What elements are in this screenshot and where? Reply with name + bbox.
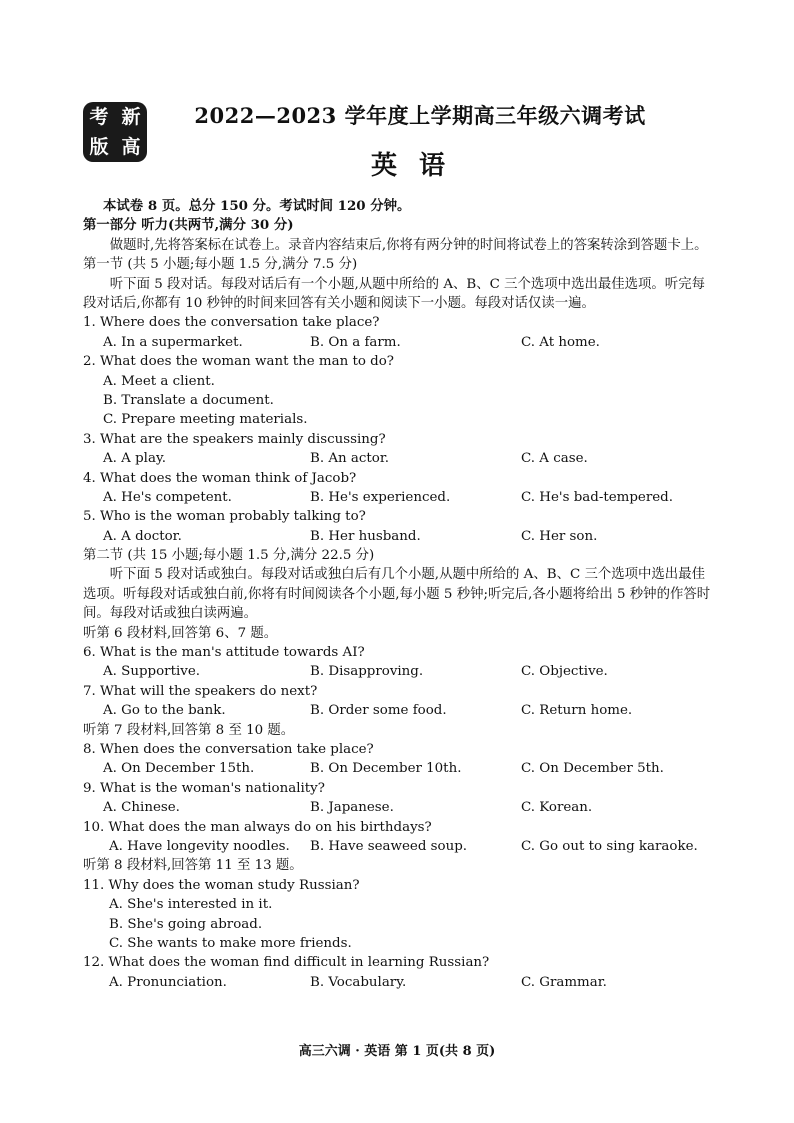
section2-instructions: 听下面 5 段对话或独白。每段对话或独白后有几个小题,从题中所给的 A、B、C 三个选项中选出最佳选项。听每段对话或独白前,你将有时间阅读各个小题,每小题 5 秒钟;听完后,各小题将给出 5 秒钟的作答时间。每段对话或独白读两遍。 <box>83 567 711 622</box>
option-c: C. Prepare meeting materials. <box>103 412 308 428</box>
option-row <box>83 837 717 856</box>
option-a: A. Supportive. <box>103 664 200 680</box>
option-a: A. On December 15th. <box>103 761 255 777</box>
part1-heading: 第一部分 听力(共两节,满分 30 分) <box>83 217 294 234</box>
material-note: 听第 8 段材料,回答第 11 至 13 题。 <box>83 858 303 874</box>
option-a: A. Pronunciation. <box>109 974 227 990</box>
option-b: B. Translate a document. <box>103 392 274 408</box>
option-c: C. A case. <box>521 451 588 467</box>
question-stem: 11. Why does the woman study Russian? <box>83 877 360 893</box>
question-stem: 9. What is the woman's nationality? <box>83 780 325 796</box>
question-stem: 10. What does the man always do on his birthdays? <box>83 819 432 835</box>
question-stem: 6. What is the man's attitude towards AI? <box>83 645 365 661</box>
option-row <box>83 973 717 992</box>
question-stem: 12. What does the woman find difficult in learning Russian? <box>83 955 490 971</box>
part1-instructions: 做题时,先将答案标在试卷上。录音内容结束后,你将有两分钟的时间将试卷上的答案转涂到答题卡上。 <box>109 237 708 253</box>
section1-instructions: 听下面 5 段对话。每段对话后有一个小题,从题中所给的 A、B、C 三个选项中选出最佳选项。听完每段对话后,你都有 10 秒钟的时间来回答有关小题和阅读下一小题。每段对话仅读一遍。 <box>83 276 705 311</box>
option-a: A. A play. <box>103 451 166 467</box>
logo-char: 高 <box>121 135 141 158</box>
logo-char: 新 <box>121 105 141 128</box>
option-c: C. At home. <box>521 334 600 350</box>
question-stem: 3. What are the speakers mainly discussing? <box>83 431 386 447</box>
option-b: B. On December 10th. <box>310 761 462 777</box>
option-c: C. She wants to make more friends. <box>109 935 352 951</box>
logo-char: 考 <box>89 105 109 128</box>
exam-title: 2022—2023 学年度上学期高三年级六调考试 <box>194 103 646 128</box>
option-b: B. On a farm. <box>310 334 401 350</box>
option-row <box>83 662 717 681</box>
question-stem: 7. What will the speakers do next? <box>83 683 318 699</box>
section1-heading: 第一节 (共 5 小题;每小题 1.5 分,满分 7.5 分) <box>83 257 358 273</box>
question-stem: 4. What does the woman think of Jacob? <box>83 470 357 486</box>
option-b: B. Vocabulary. <box>310 974 407 990</box>
material-note: 听第 7 段材料,回答第 8 至 10 题。 <box>83 722 295 738</box>
option-c: C. Grammar. <box>521 974 607 990</box>
option-c: C. Objective. <box>521 664 608 680</box>
option-b: B. Order some food. <box>310 703 447 719</box>
option-row <box>83 488 717 507</box>
option-b: B. He's experienced. <box>310 489 451 505</box>
question-stem: 2. What does the woman want the man to do? <box>83 354 394 370</box>
option-row <box>83 333 717 352</box>
exam-body <box>83 197 717 992</box>
option-a: A. In a supermarket. <box>103 334 243 350</box>
option-row <box>83 701 717 720</box>
option-a: A. Meet a client. <box>103 373 215 389</box>
option-row <box>83 527 717 546</box>
option-c: C. Korean. <box>521 800 593 816</box>
option-c: C. Go out to sing karaoke. <box>521 838 698 854</box>
question-stem: 8. When does the conversation take place? <box>83 742 374 758</box>
option-row <box>83 759 717 778</box>
option-row <box>83 449 717 468</box>
option-b: B. An actor. <box>310 451 390 467</box>
option-a: A. She's interested in it. <box>109 897 273 913</box>
subject-title: 英语 <box>370 151 467 181</box>
option-a: A. A doctor. <box>103 528 182 544</box>
page-footer: 高三六调 · 英语 第 1 页(共 8 页) <box>298 1044 496 1059</box>
question-stem: 5. Who is the woman probably talking to? <box>83 509 366 525</box>
option-a: A. He's competent. <box>103 489 232 505</box>
exam-notice: 本试卷 8 页。总分 150 分。考试时间 120 分钟。 <box>103 198 411 214</box>
option-c: C. He's bad-tempered. <box>521 489 673 505</box>
option-b: B. She's going abroad. <box>109 916 263 932</box>
material-note: 听第 6 段材料,回答第 6、7 题。 <box>83 625 278 641</box>
option-row <box>83 798 717 817</box>
option-c: C. On December 5th. <box>521 761 664 777</box>
question-stem: 1. Where does the conversation take place? <box>83 315 380 331</box>
option-c: C. Her son. <box>521 528 598 544</box>
option-b: B. Disapproving. <box>310 664 424 680</box>
option-b: B. Her husband. <box>310 528 421 544</box>
option-c: C. Return home. <box>521 703 633 719</box>
option-a: A. Go to the bank. <box>103 703 226 719</box>
option-b: B. Japanese. <box>310 800 394 816</box>
option-b: B. Have seaweed soup. <box>310 838 468 854</box>
section2-heading: 第二节 (共 15 小题;每小题 1.5 分,满分 22.5 分) <box>83 548 375 564</box>
option-a: A. Chinese. <box>103 800 180 816</box>
logo-char: 版 <box>89 135 109 158</box>
option-a: A. Have longevity noodles. <box>109 838 290 854</box>
